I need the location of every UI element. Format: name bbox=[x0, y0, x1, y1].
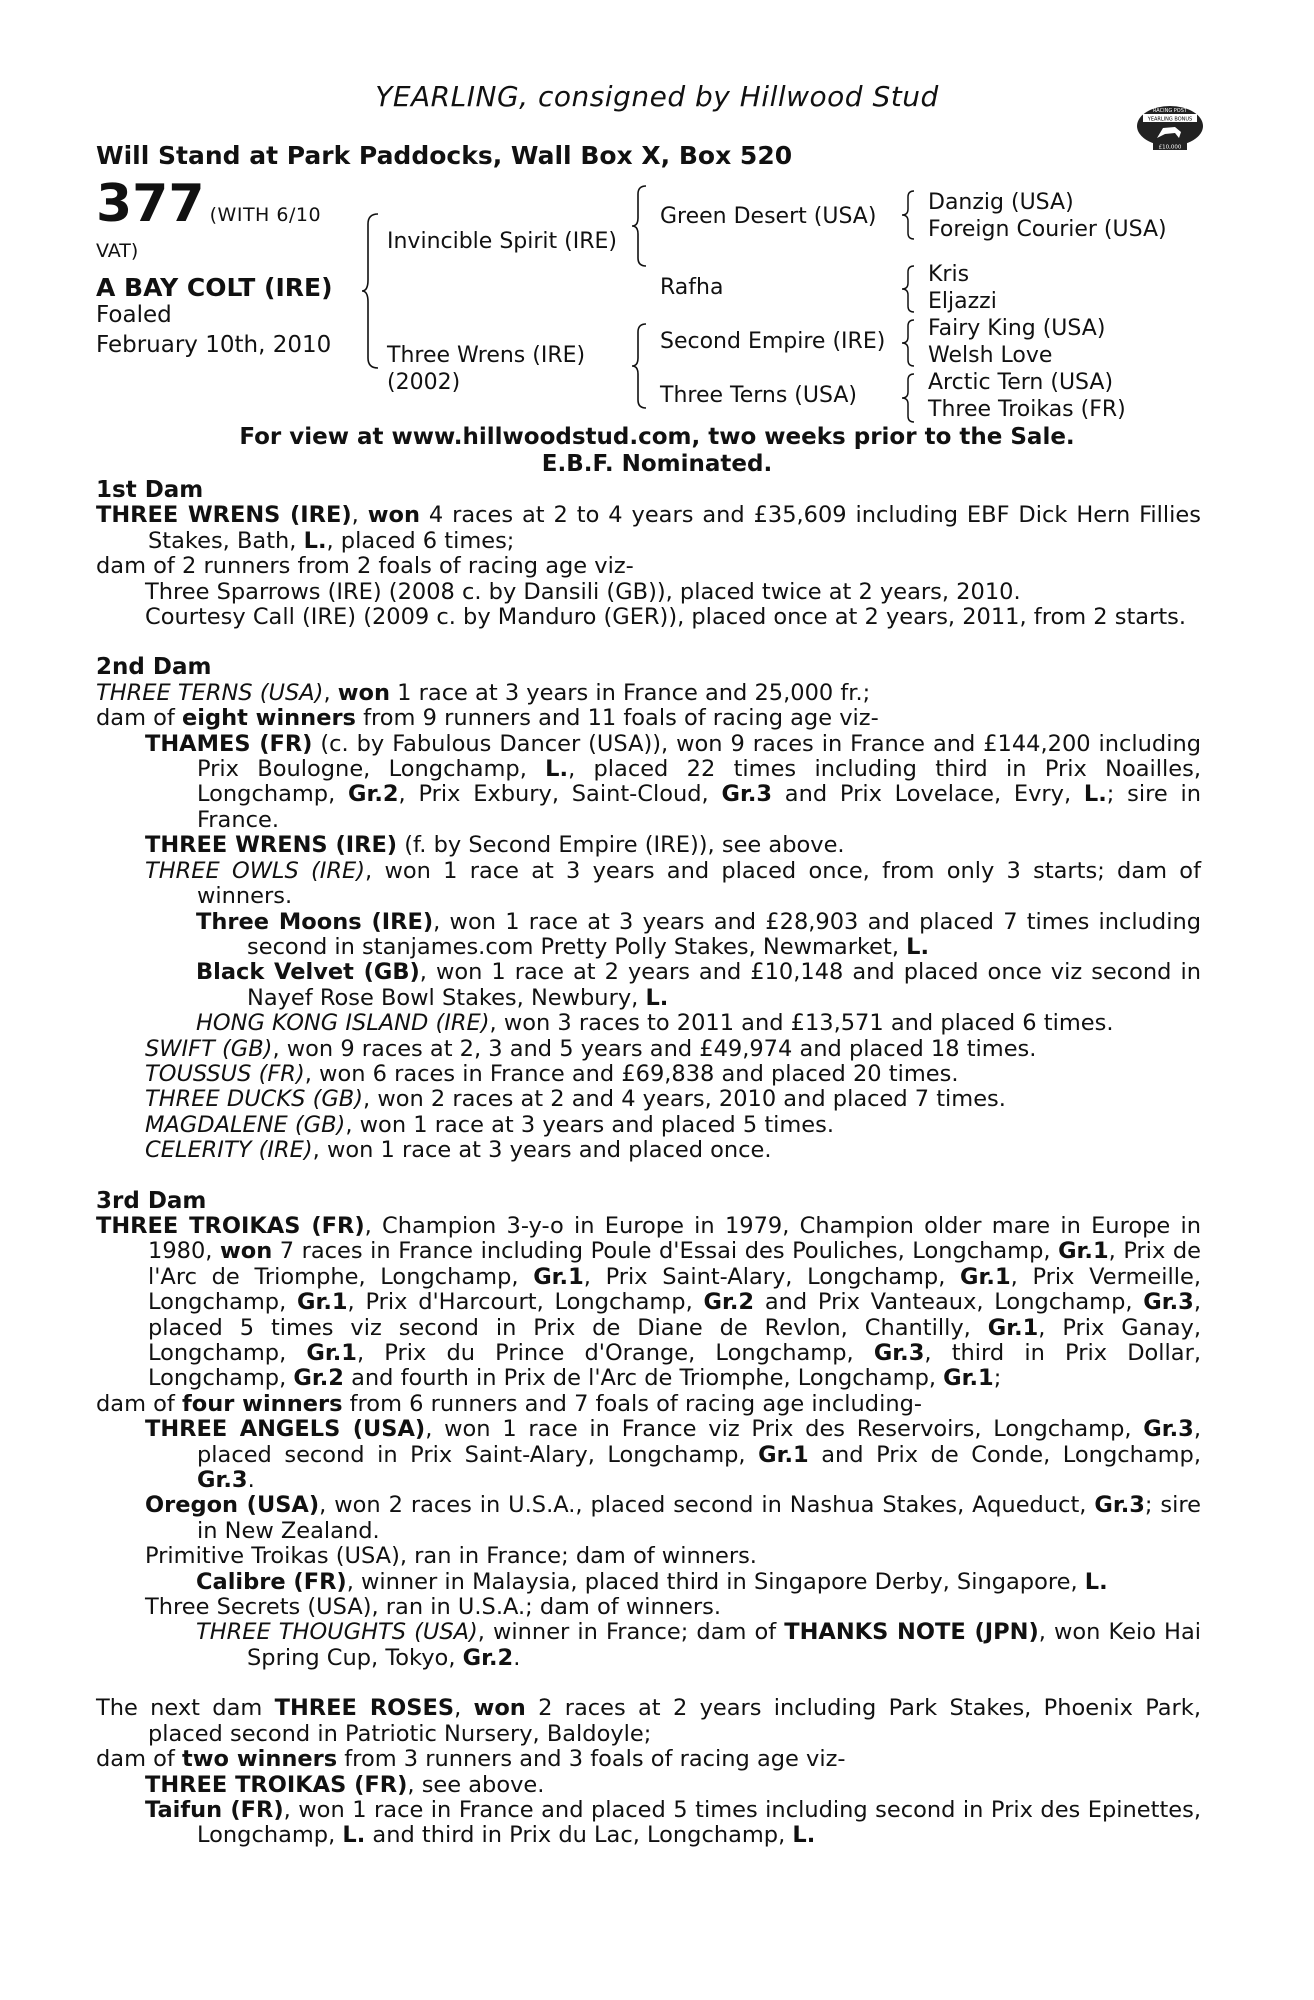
pedigree-sire-dam: Rafha bbox=[660, 275, 724, 300]
produce-record bbox=[96, 478, 1201, 1849]
produce-magdalene: MAGDALENE (GB), won 1 race at 3 years and placed 5 times. bbox=[145, 1111, 835, 1138]
pedigree-dam-sire: Second Empire (IRE) bbox=[660, 329, 886, 354]
viewing-notice: For view at www.hillwoodstud.com, two weeks prior to the Sale. bbox=[239, 424, 1075, 450]
pedigree-sss: Danzig (USA) bbox=[928, 190, 1074, 215]
produce-oregon: Oregon (USA), won 2 races in U.S.A., placed second in Nashua Stakes, Aqueduct, Gr.3; sire in New Zealand. bbox=[145, 1492, 1202, 1544]
pedigree-brace-main bbox=[360, 212, 380, 370]
pedigree-sire-sire: Green Desert (USA) bbox=[660, 204, 877, 229]
next-dam-produce-summary: dam of two winners from 3 runners and 3 foals of racing age viz- bbox=[96, 1746, 846, 1773]
page-title: YEARLING, consigned by Hillwood Stud bbox=[375, 80, 939, 113]
foaled-date: February 10th, 2010 bbox=[96, 332, 332, 358]
produce-three-wrens: THREE WRENS (IRE) (f. by Second Empire (IRE)), see above. bbox=[145, 832, 845, 859]
pedigree-dsd: Welsh Love bbox=[928, 343, 1053, 368]
badge-amount-text: £10,000 bbox=[1158, 144, 1182, 151]
third-dam-produce-summary: dam of four winners from 6 runners and 7 foals of racing age including- bbox=[96, 1390, 922, 1417]
pedigree-ssd: Foreign Courier (USA) bbox=[928, 217, 1167, 242]
badge-top-text: RACING POST bbox=[1153, 108, 1187, 114]
first-dam-record: THREE WRENS (IRE), won 4 races at 2 to 4 years and £35,609 including EBF Dick Hern Fillies Stakes, Bath, L., placed 6 times; bbox=[96, 502, 1201, 554]
pedigree-brace-dd bbox=[900, 372, 916, 424]
produce-three-secrets: Three Secrets (USA), ran in U.S.A.; dam of winners. bbox=[145, 1594, 721, 1621]
pedigree-dss: Fairy King (USA) bbox=[928, 316, 1106, 341]
produce-three-thoughts: THREE THOUGHTS (USA), winner in France; dam of THANKS NOTE (JPN), won Keio Hai Spring Cup, Tokyo, Gr.2. bbox=[196, 1619, 1201, 1671]
pedigree-dds: Arctic Tern (USA) bbox=[928, 370, 1114, 395]
pedigree-brace-ds bbox=[900, 318, 916, 368]
pedigree-brace-ss bbox=[900, 189, 916, 241]
second-dam-produce-summary: dam of eight winners from 9 runners and 11 foals of racing age viz- bbox=[96, 705, 879, 732]
produce-three-troikas: THREE TROIKAS (FR), see above. bbox=[145, 1771, 545, 1798]
produce-thames: THAMES (FR) (c. by Fabulous Dancer (USA)), won 9 races in France and £144,200 including Prix Boulogne, Longchamp, L., placed 22 times including third in Prix Noailles, Longchamp, Gr.2, Prix Exbury, Saint-Cloud, Gr.3 and Prix Lovelace, Evry, L.; sire in France. bbox=[145, 730, 1202, 833]
colt-description: A BAY COLT (IRE) bbox=[96, 273, 333, 302]
pedigree-sdd: Eljazzi bbox=[928, 289, 997, 314]
vat-note-a: (WITH 6/10 bbox=[209, 204, 322, 226]
badge-mid-text: YEARLING BONUS bbox=[1147, 116, 1193, 123]
second-dam-record: THREE TERNS (USA), won 1 race at 3 years in France and 25,000 fr.; bbox=[96, 679, 871, 706]
pedigree-sds: Kris bbox=[928, 262, 970, 287]
ebf-notice: E.B.F. Nominated. bbox=[541, 451, 773, 477]
produce-calibre: Calibre (FR), winner in Malaysia, placed third in Singapore Derby, Singapore, L. bbox=[196, 1568, 1108, 1595]
third-dam-heading: 3rd Dam bbox=[96, 1187, 207, 1214]
first-dam-foal-1: Three Sparrows (IRE) (2008 c. by Dansili (GB)), placed twice at 2 years, 2010. bbox=[145, 578, 1021, 605]
third-dam-record: THREE TROIKAS (FR), Champion 3-y-o in Europe in 1979, Champion older mare in Europe in 1980, won 7 races in France including Poule d'Essai des Pouliches, Longchamp, Gr.1, Prix de l'Arc de Triomphe, Longchamp, Gr.1, Prix Saint-Alary, Longchamp, Gr.1, Prix Vermeille, Longchamp, Gr.1, Prix d'Harcourt, Longchamp, Gr.2 and Prix Vanteaux, Longchamp, Gr.3, placed 5 times viz second in Prix de Diane de Revlon, Chantilly, Gr.1, Prix Ganay, Longchamp, Gr.1, Prix du Prince d'Orange, Longchamp, Gr.3, third in Prix Dollar, Longchamp, Gr.2 and fourth in Prix de l'Arc de Triomphe, Longchamp, Gr.1; bbox=[96, 1212, 1201, 1392]
pedigree-brace-sire bbox=[630, 184, 648, 268]
produce-black-velvet: Black Velvet (GB), won 1 race at 2 years and £10,148 and placed once viz second in Nayef Rose Bowl Stakes, Newbury, L. bbox=[196, 959, 1201, 1011]
first-dam-heading: 1st Dam bbox=[96, 477, 204, 503]
pedigree-dam-year: (2002) bbox=[387, 370, 461, 395]
yearling-bonus-badge bbox=[1135, 102, 1205, 152]
pedigree-ddd: Three Troikas (FR) bbox=[928, 397, 1126, 422]
produce-three-moons: Three Moons (IRE), won 1 race at 3 years and £28,903 and placed 7 times including second in stanjames.com Pretty Polly Stakes, Newmarket, L. bbox=[196, 908, 1201, 960]
next-dam-record: The next dam THREE ROSES, won 2 races at 2 years including Park Stakes, Phoenix Park, placed second in Patriotic Nursery, Baldoyle; bbox=[96, 1695, 1201, 1747]
produce-three-owls: THREE OWLS (IRE), won 1 race at 3 years and placed once, from only 3 starts; dam of winners. bbox=[145, 857, 1201, 910]
pedigree-brace-dam bbox=[630, 322, 648, 410]
first-dam-produce-summary: dam of 2 runners from 2 foals of racing age viz- bbox=[96, 553, 634, 580]
lot-number: 377 bbox=[96, 174, 205, 234]
lot-block bbox=[96, 174, 322, 234]
second-dam-heading: 2nd Dam bbox=[96, 654, 212, 681]
produce-taifun: Taifun (FR), won 1 race in France and placed 5 times including second in Prix des Epinettes, Longchamp, L. and third in Prix du Lac, Longchamp, L. bbox=[145, 1796, 1201, 1849]
produce-three-angels: THREE ANGELS (USA), won 1 race in France viz Prix des Reservoirs, Longchamp, Gr.3, placed second in Prix Saint-Alary, Longchamp, Gr.1 and Prix de Conde, Longchamp, Gr.3. bbox=[145, 1416, 1201, 1494]
produce-hong-kong-island: HONG KONG ISLAND (IRE), won 3 races to 2011 and £13,571 and placed 6 times. bbox=[196, 1010, 1114, 1037]
pedigree-sire: Invincible Spirit (IRE) bbox=[387, 229, 617, 254]
first-dam-foal-2: Courtesy Call (IRE) (2009 c. by Manduro (GER)), placed once at 2 years, 2011, from 2 starts. bbox=[145, 604, 1187, 631]
pedigree-dam: Three Wrens (IRE) bbox=[387, 343, 586, 368]
produce-primitive-troikas: Primitive Troikas (USA), ran in France; dam of winners. bbox=[145, 1543, 757, 1570]
box-location: Will Stand at Park Paddocks, Wall Box X, Box 520 bbox=[96, 141, 793, 170]
produce-toussus: TOUSSUS (FR), won 6 races in France and £69,838 and placed 20 times. bbox=[145, 1060, 959, 1087]
pedigree-dam-dam: Three Terns (USA) bbox=[660, 383, 857, 408]
produce-three-ducks: THREE DUCKS (GB), won 2 races at 2 and 4 years, 2010 and placed 7 times. bbox=[145, 1086, 1006, 1113]
foaled-block bbox=[96, 300, 331, 360]
produce-celerity: CELERITY (IRE), won 1 race at 3 years and placed once. bbox=[145, 1137, 772, 1164]
foaled-label: Foaled bbox=[96, 302, 172, 328]
pedigree-brace-sd bbox=[900, 264, 916, 314]
produce-swift: SWIFT (GB), won 9 races at 2, 3 and 5 years and £49,974 and placed 18 times. bbox=[145, 1035, 1037, 1062]
vat-note-b: VAT) bbox=[96, 240, 139, 262]
